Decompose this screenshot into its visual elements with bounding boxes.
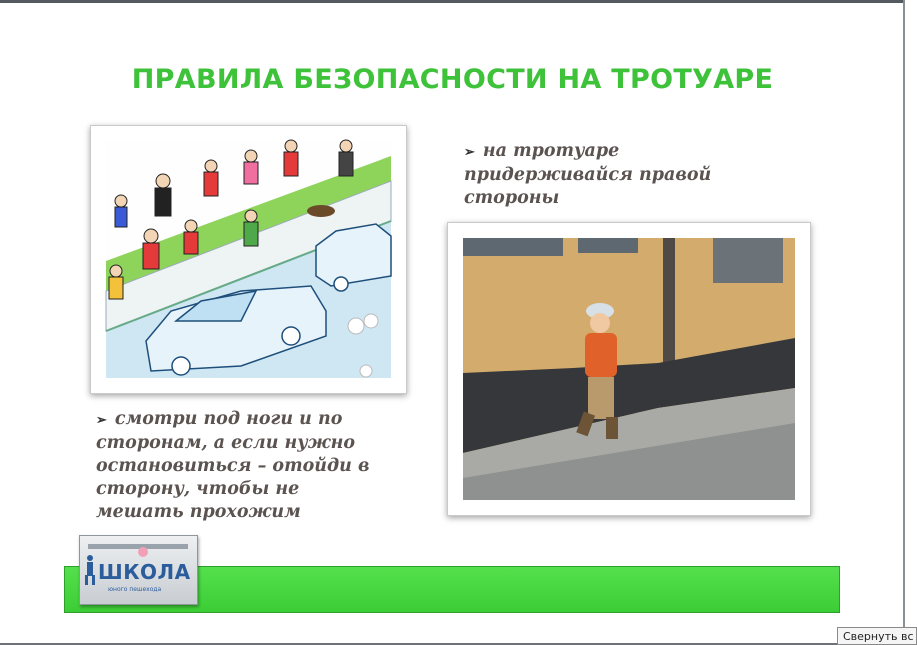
bullet-keep-right-line-3: стороны bbox=[464, 188, 560, 208]
window-right-border bbox=[903, 0, 905, 645]
window-top-border bbox=[0, 0, 905, 3]
bullet-watch-step-line-1: смотри под ноги и по bbox=[114, 409, 343, 429]
logo-word: ШКОЛА bbox=[98, 560, 191, 584]
bullet-keep-right-line-1: на тротуаре bbox=[482, 141, 620, 161]
bullet-watch-step bbox=[96, 408, 369, 524]
bullet-keep-right-line-2: придерживайся правой bbox=[464, 165, 712, 185]
bullet-arrow-icon: ➢ bbox=[464, 145, 475, 160]
slide-title: ПРАВИЛА БЕЗОПАСНОСТИ НА ТРОТУАРЕ bbox=[131, 64, 774, 95]
logo-subtitle: юного пешехода bbox=[108, 586, 162, 593]
cartoon-illustration bbox=[90, 125, 407, 394]
bullet-keep-right bbox=[464, 140, 711, 210]
collapse-all-tooltip[interactable]: Свернуть вс bbox=[837, 627, 917, 645]
pedestrian-icon bbox=[85, 555, 95, 585]
school-logo bbox=[79, 535, 198, 605]
bullet-watch-step-line-2: сторонам, а если нужно bbox=[96, 433, 356, 453]
bullet-arrow-icon: ➢ bbox=[96, 413, 107, 428]
bullet-watch-step-line-4: сторону, чтобы не bbox=[96, 479, 300, 499]
boy-on-sidewalk-photo bbox=[447, 222, 811, 516]
bullet-watch-step-line-3: остановиться – отойди в bbox=[96, 456, 370, 476]
bullet-watch-step-line-5: мешать прохожим bbox=[96, 502, 301, 522]
